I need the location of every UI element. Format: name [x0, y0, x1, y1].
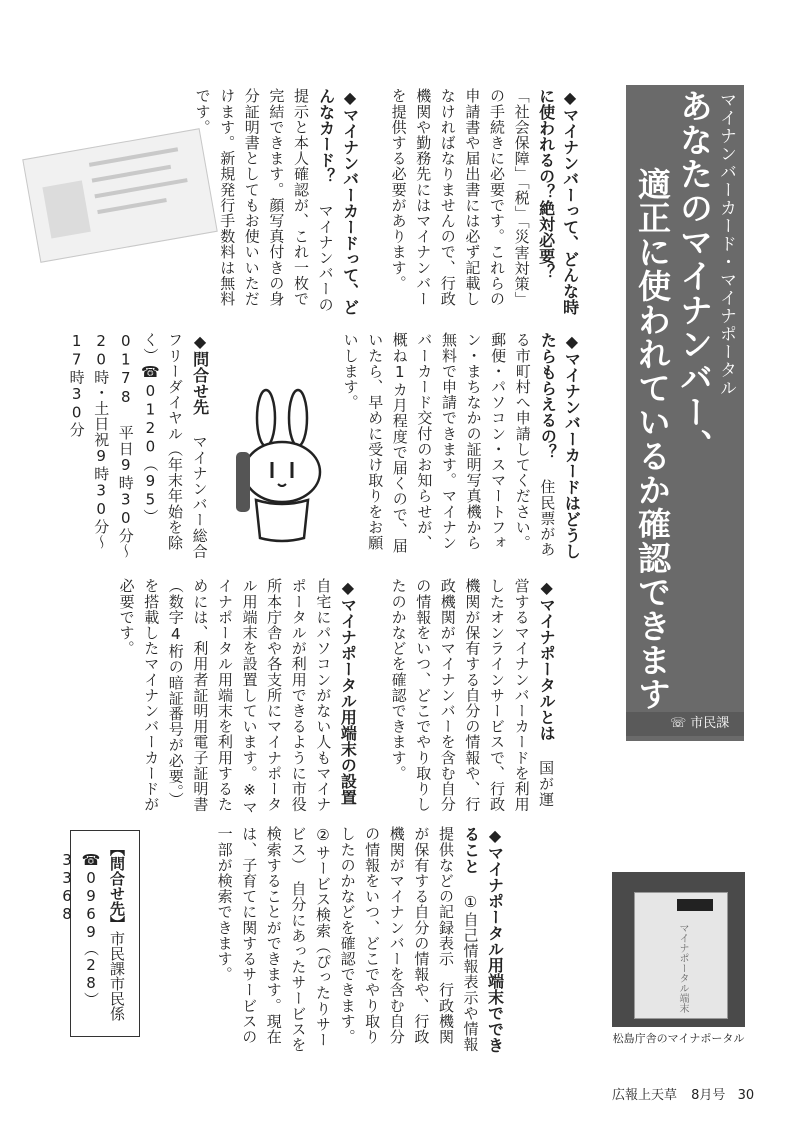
contact-dept: 市民課市民係 [108, 931, 126, 1021]
section-heading: ◆マイナポータル用端末の設置 [338, 578, 358, 805]
section-body: 住民票がある市町村へ申請してください。郵便・パソコン・スマートフォン・まちなかの証明写真機から無料で申請できます。マイナンバーカード交付のお知らせが、概ね1カ月程度で届くので、届いたら、早めに受け取りをお願いします。 [341, 332, 557, 557]
section-heading: ◆マイナンバーカードはどうしたらもらえるの？ [538, 332, 582, 559]
section-body: 「社会保障」「税」「災害対策」の手続きに必要です。これらの申請書や届出書には必ず記載しなければなりませんので、行政機関や勤務先にはマイナンバーを提供する必要があります。 [389, 88, 531, 307]
photo-caption: 松島庁舎のマイナポータル [612, 1032, 745, 1045]
my-number-card-image [22, 128, 217, 263]
page-number: 30 [737, 1088, 755, 1103]
issue-month: 8月号 [691, 1088, 726, 1103]
banner-title-line1: あなたのマイナンバー、 [675, 89, 714, 463]
section-body: マイナンバーの提示と本人確認が、これ一枚で完結できます。顔写真付きの身分証明書としてもお使いいただけます。新規発行手数料は無料です。 [193, 88, 335, 313]
contact-label: 【問合せ先】 [108, 841, 126, 931]
contact-box [58, 830, 140, 1037]
section-card [190, 88, 362, 316]
section-usage [386, 88, 582, 316]
portrait-icon [42, 180, 90, 238]
section-body: 自宅にパソコンがない人もマイナポータルが利用できるように市役所本庁舎や各支所にマイナポータル用端末を設置しています。※マイナポータル用端末を利用するためには、利用者証明用電子証明書（数字4桁の暗証番号が必要。）を搭載したマイナンバーカードが必要です。 [117, 578, 333, 815]
section-terminal [114, 578, 359, 820]
section-features [212, 826, 507, 1054]
section-inquiry [64, 332, 212, 564]
phone-icon: ☏ [670, 716, 687, 731]
section-heading: ◆マイナンバーカードって、どんなカード？ [316, 88, 360, 315]
publication-name: 広報上天草 [612, 1088, 678, 1103]
section-heading: ◆問合せ先 [190, 332, 210, 415]
kiosk-terminal-icon: マイナポータル端末 [634, 892, 728, 1019]
banner-title-line2: 適正に使われているか確認できます [633, 167, 672, 711]
kiosk-photo [612, 872, 745, 1027]
section-body: ①自己情報表示や情報提供などの記録表示 行政機関が保有する自分の情報や、行政機関がマイナンバーを含む自分の情報をいつ、どこでやり取りしたのかなどを確認できます。②サービス検索（ぴったりサービス） 自分にあったサービスを検索することができます。現在は、子育てに関するサービスの一部が検索できます。 [215, 826, 480, 1053]
section-body: 国が運営するマイナンバーカードを利用したオンラインサービスで、行政機関が保有する自分の情報や、行政機関がマイナンバーを含む自分の情報をいつ、どこでやり取りしたのかなどを確認できます。 [389, 578, 556, 812]
section-body: マイナンバー総合フリーダイヤル（年末年始を除く）☎0120（95）0178 平日9時30分～20時・土日祝9時30分～17時30分 [67, 332, 209, 559]
section-portal [386, 578, 558, 820]
section-how-to-get [338, 332, 583, 564]
contact-phone: ☎0969（28）3368 [58, 851, 100, 1007]
page-footer [612, 1084, 754, 1103]
rabbit-mascot-icon [232, 388, 332, 548]
title-banner [626, 85, 744, 741]
section-heading: ◆マイナポータルとは [537, 578, 557, 741]
department-label: ☏ 市民課 [626, 712, 744, 736]
section-heading: ◆マイナンバーって、どんな時に使われるの？絶対必要？ [536, 88, 580, 315]
section-heading: ◆マイナポータル用端末でできること [461, 826, 505, 1053]
banner-subtitle: マイナンバーカード・マイナポータル [716, 91, 736, 397]
